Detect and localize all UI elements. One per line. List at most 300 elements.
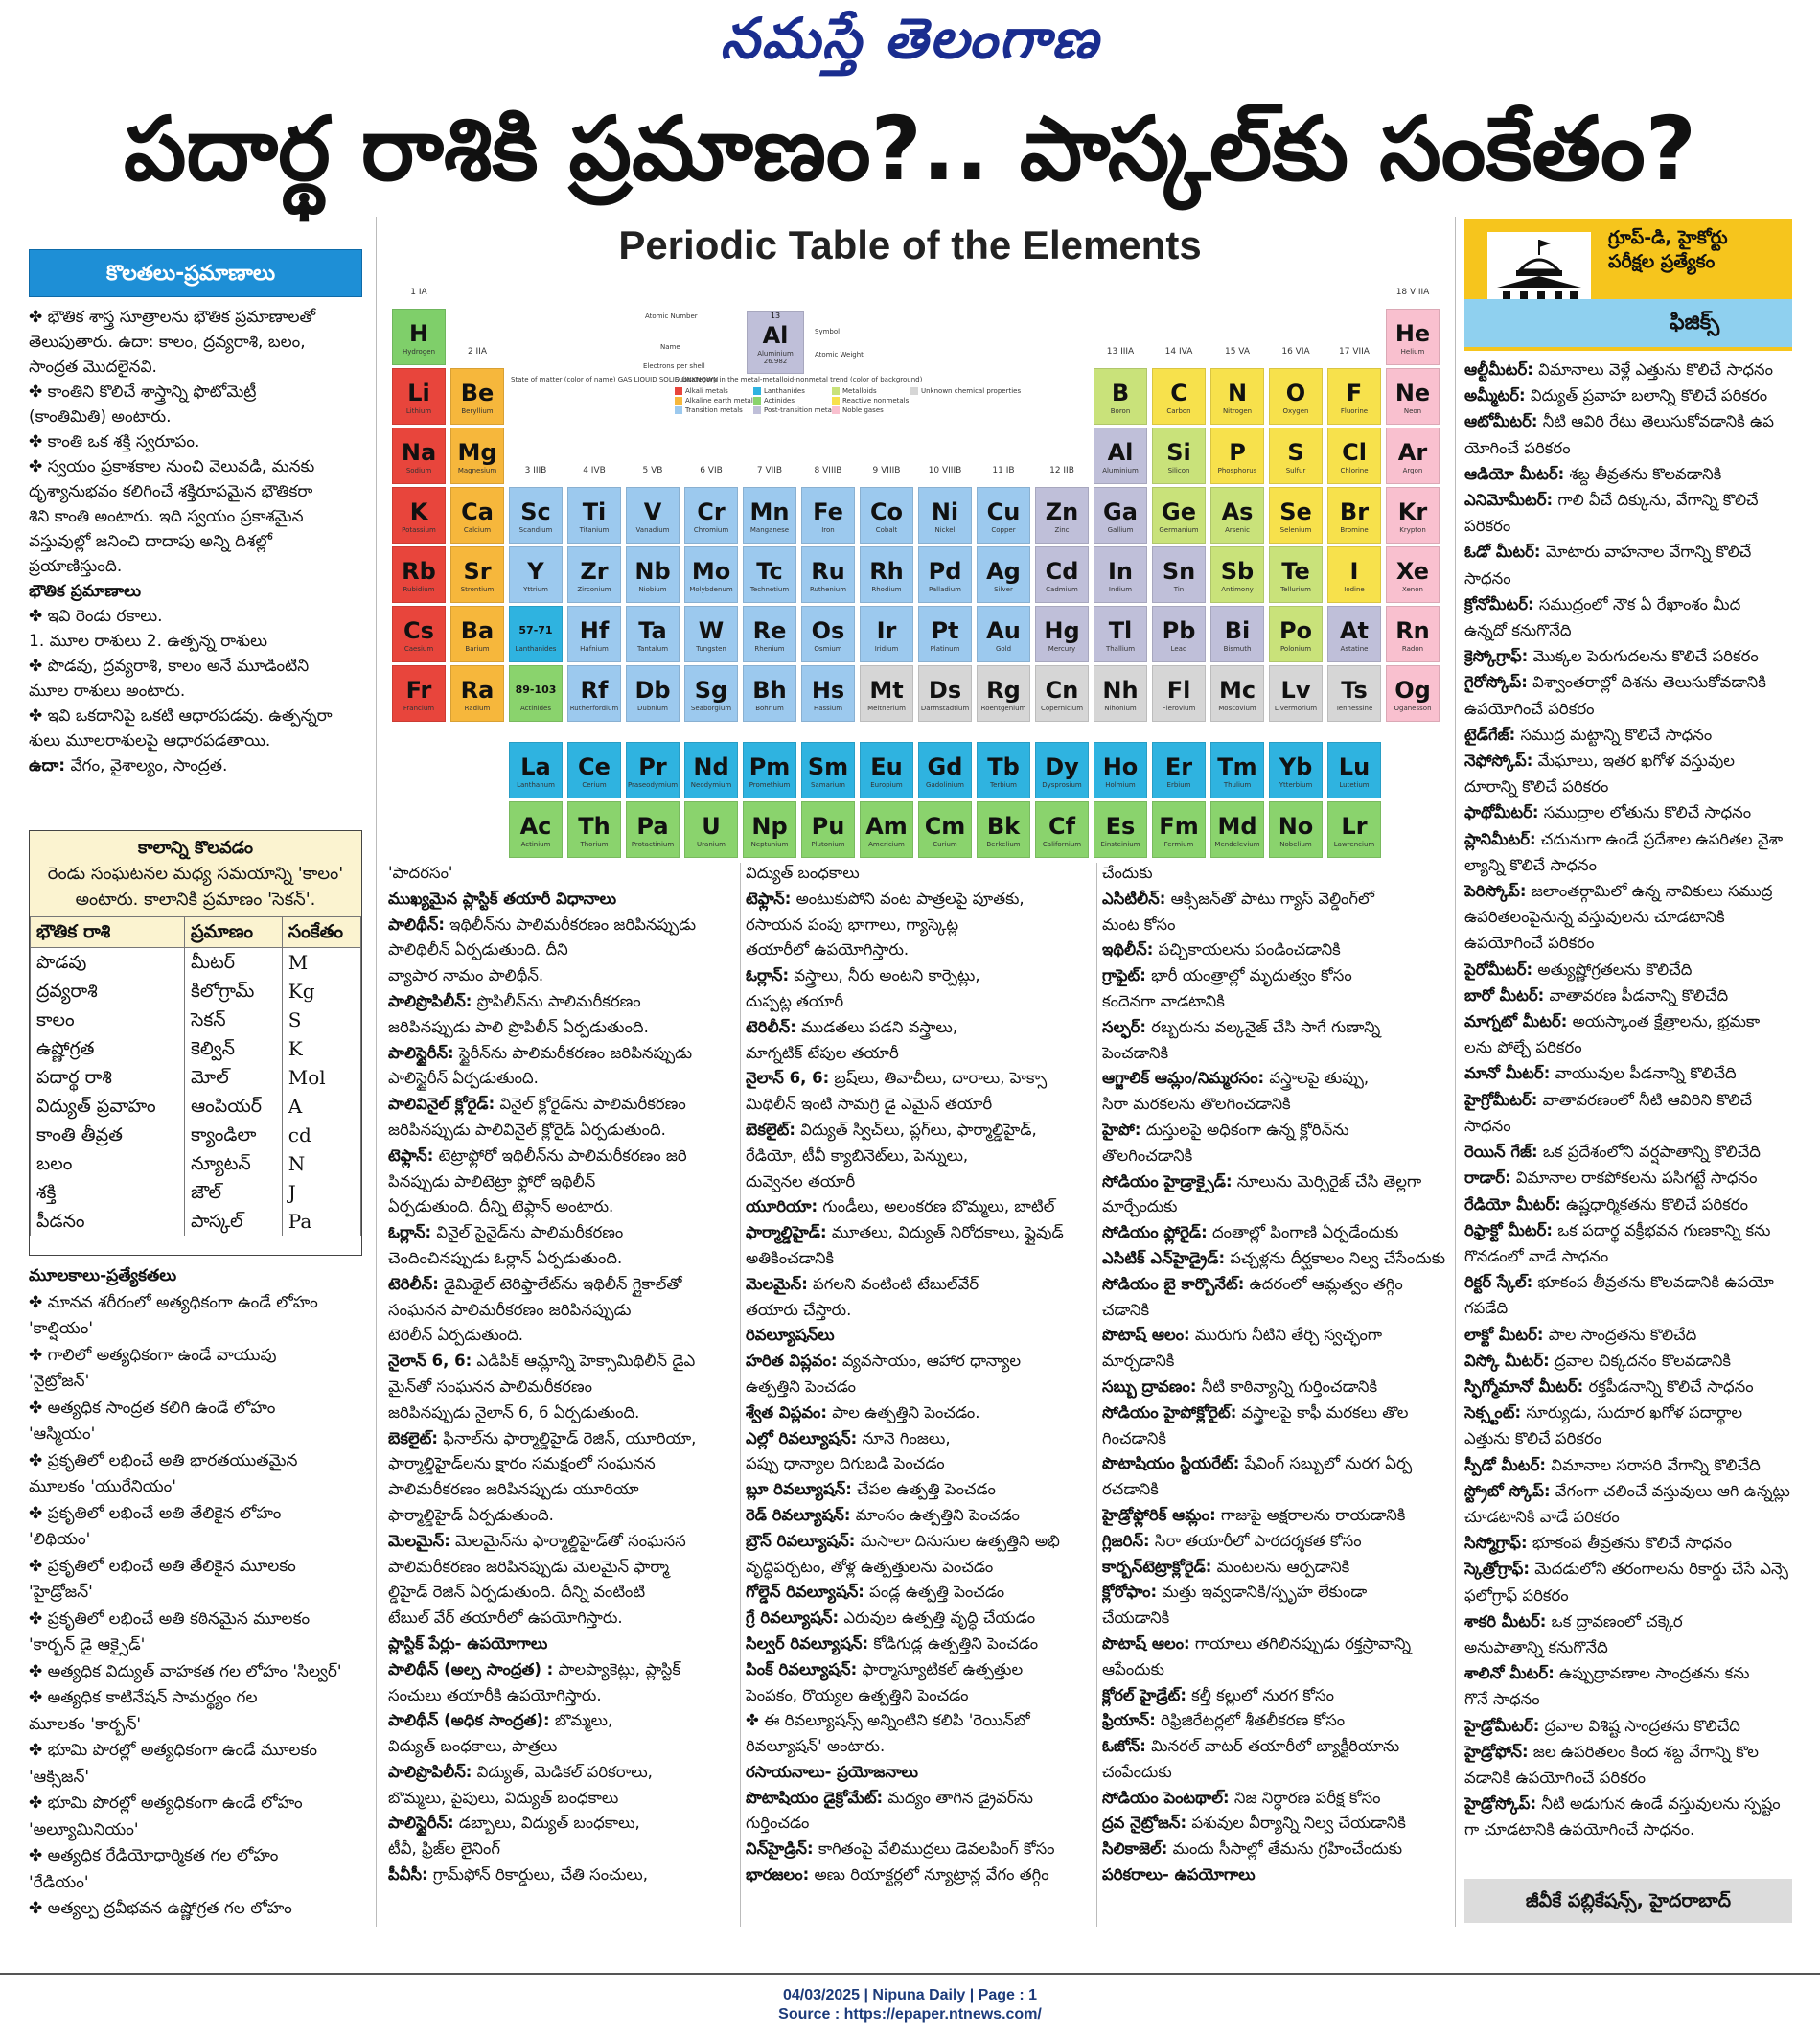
text-line: స్పీడో మీటర్: విమానాల సరాసరి వేగాన్ని కొలిచేది	[1464, 1455, 1761, 1474]
element-symbol: Ce	[578, 753, 611, 780]
element-name: Rutherfordium	[569, 705, 619, 712]
text-line: 'రేడియం'	[29, 1872, 89, 1892]
element-tb	[977, 742, 1030, 798]
element-ir	[860, 606, 913, 662]
element-cr	[684, 487, 738, 544]
text-line: టీవీ, ఫ్రిజ్‌ల లైనింగ్	[388, 1839, 500, 1859]
element-name: Plutonium	[811, 841, 845, 848]
element-name: Niobium	[638, 586, 667, 593]
legend-item: Alkaline earth metals	[675, 397, 756, 405]
text-line: 1. మూల రాశులు 2. ఉత్పన్న రాశులు	[29, 632, 268, 651]
box-line1: గ్రూప్-డి, హైకోర్టు	[1608, 227, 1728, 248]
element-ho	[1094, 742, 1147, 798]
text-line: జరిపినప్పుడు నైలాన్ 6, 6 ఏర్పడుతుంది.	[388, 1402, 640, 1422]
left-column-top	[29, 305, 364, 822]
legend-label: Name	[660, 343, 680, 351]
element-dy	[1035, 742, 1089, 798]
element-name: Europium	[870, 781, 903, 789]
element-name: Iridium	[874, 645, 899, 653]
text-line: హైడ్రోఫోన్: జల ఉపరితలం కింద శబ్ద వేగాన్ని కొల	[1464, 1742, 1759, 1761]
text-line: బారో మీటర్: వాతావరణ పీడనాన్ని కొలిచేది	[1464, 985, 1729, 1005]
text-line: ✤ స్వయం ప్రకాశకాల నుంచి వెలువడి, మనకు	[29, 457, 315, 476]
legend-item: Reactive nonmetals	[832, 397, 909, 405]
element-name: Thorium	[580, 841, 609, 848]
element-sg	[684, 665, 738, 722]
element-symbol: Nb	[634, 558, 671, 585]
text-line: ఫ్రియాన్: రిఫ్రిజిరేటర్లలో శీతలీకరణ కోసం	[1102, 1711, 1346, 1730]
element-symbol: B	[1111, 380, 1130, 406]
element-ti	[567, 487, 621, 544]
table-cell: ఉష్ణోగ్రత	[31, 1034, 185, 1063]
text-line: టేబుల్ వేర్ తయారీలో ఉపయోగిస్తారు.	[388, 1608, 623, 1628]
element-name: Zirconium	[577, 586, 611, 593]
element-symbol: Og	[1394, 677, 1431, 704]
element-name: Radium	[464, 705, 491, 712]
element-zr	[567, 546, 621, 603]
element-gd	[918, 742, 972, 798]
legend-item: Unknown chemical properties	[910, 387, 1021, 395]
footer-source-line: Source : https://epaper.ntnews.com/	[778, 2006, 1042, 2023]
legend-number: 13	[770, 312, 781, 320]
text-line: యూరియా: గుండీలు, అలంకరణ బొమ్మలు, బాటిల్	[746, 1197, 1055, 1216]
element-symbol: Cf	[1048, 813, 1076, 840]
element-symbol: In	[1107, 558, 1133, 585]
text-line: ✤ అత్యధిక రేడియోధార్మికత గల లోహం	[29, 1846, 279, 1865]
element-symbol: Sc	[520, 498, 551, 525]
text-line: అనుపాతాన్ని కనుగొనేది	[1464, 1637, 1608, 1656]
table-cell: కెల్విన్	[185, 1034, 283, 1063]
element-name: Argon	[1402, 467, 1423, 474]
text-line: భౌతిక ప్రమాణాలు	[29, 582, 142, 601]
text-line: ✤ కాంతిని కొలిచే శాస్త్రాన్ని ఫొటోమెట్రీ	[29, 382, 257, 402]
legend-states: State of matter (color of name) GAS LIQUID SOLID UNKNOWN	[511, 376, 719, 383]
element-name: Hassium	[813, 705, 843, 712]
text-line: ✤ అత్యధిక సాంద్రత కలిగి ఉండే లోహం	[29, 1398, 276, 1418]
element-be	[450, 368, 504, 425]
text-line: యోగించే పరికరం	[1464, 438, 1571, 457]
column-plastics	[388, 861, 738, 1927]
element-name: Calcium	[463, 526, 492, 534]
table-cell: Pa	[282, 1207, 360, 1236]
element-symbol: Ru	[811, 558, 845, 585]
element-name: Neodymium	[690, 781, 732, 789]
text-line: పాలిథీన్: ఇథిలీన్‌ను పాలిమరీకరణం జరిపినప్పుడు	[388, 914, 697, 934]
legend-item: Noble gases	[832, 406, 884, 414]
text-line: ప్రయాణిస్తుంది.	[29, 557, 123, 576]
text-line: కార్బన్‌టెట్రాక్లోరైడ్: మంటలను ఆర్పడానికి	[1102, 1557, 1350, 1576]
element-symbol: Eu	[870, 753, 903, 780]
text-line: గైరోస్కోప్: విశ్వాంతరాల్లో దిశను తెలుసుకోవడానికి	[1464, 673, 1766, 692]
element-er	[1152, 742, 1206, 798]
text-line: ఎసిటిలీన్: ఆక్సిజన్‌తో పాటు గ్యాస్ వెల్డింగ్‌లో	[1102, 889, 1375, 908]
element-symbol: Pa	[636, 813, 669, 840]
element-sn	[1152, 546, 1206, 603]
text-line: రెయిన్ గేజ్: ఒక ప్రదేశంలోని వర్షపాతాన్ని కొలిచేది	[1464, 1143, 1761, 1162]
table-header: సంకేతం	[282, 917, 360, 948]
legend-label: Atomic Weight	[815, 351, 864, 359]
text-line: టెరిలీన్: ముడతలు పడని వస్త్రాలు,	[746, 1017, 958, 1036]
element-symbol: Po	[1279, 617, 1313, 644]
element-symbol: Nh	[1102, 677, 1139, 704]
text-line: పాలిస్టైరీన్: స్టైరీన్‌ను పాలిమరీకరణం జరిపినప్పుడు	[388, 1043, 693, 1062]
element-symbol: Hf	[579, 617, 610, 644]
text-line: సబ్బు ద్రావణం: నీటి కాఠిన్యాన్ని గుర్తించడానికి	[1102, 1377, 1378, 1396]
element-name: Meitnerium	[867, 705, 906, 712]
element-name: Indium	[1108, 586, 1133, 593]
element-symbol: Zr	[580, 558, 609, 585]
text-line: విద్యుత్ బంధకాలు, పాత్రలు	[388, 1737, 558, 1756]
text-line: విస్కో మీటర్: ద్రవాల చిక్కదనం కొలవడానికి	[1464, 1351, 1732, 1370]
text-line: గ్లిజరిన్: సిరా తయారీలో పారదర్శకత కోసం	[1102, 1531, 1362, 1550]
text-line: ✤ ప్రకృతిలో లభించే అతి తేలికైన మూలకం	[29, 1556, 296, 1576]
element-name: Flerovium	[1162, 705, 1196, 712]
element-symbol: Co	[869, 498, 904, 525]
left-column-bottom	[29, 1263, 364, 1925]
element-sm	[801, 742, 855, 798]
text-line: మూలకం 'కార్బన్'	[29, 1714, 142, 1734]
element-symbol: Rf	[580, 677, 609, 704]
element-name: Carbon	[1166, 407, 1191, 415]
text-line: సిస్మోగ్రాఫ్: భూకంప తీవ్రతను కొలిచే సాధనం	[1464, 1534, 1732, 1553]
legend-item: Actinides	[753, 397, 795, 405]
text-line: సిల్వర్ రివల్యూషన్: కోడిగుడ్ల ఉత్పత్తిని పెంచడం	[746, 1633, 1039, 1653]
element-name: Darmstadtium	[920, 705, 970, 712]
text-line: 'ఆస్మియం'	[29, 1424, 96, 1444]
element-fm	[1152, 801, 1206, 858]
table-cell: Kg	[282, 977, 360, 1006]
group-label: 2 IIA	[467, 347, 488, 357]
table-row	[31, 1034, 361, 1063]
text-line: ఉదా: వేగం, వైశాల్యం, సాంద్రత.	[29, 756, 228, 775]
text-line: మంట కోసం	[1102, 914, 1176, 934]
element-name: Phosphorus	[1217, 467, 1257, 474]
text-line: పాలిప్రొపిలీన్: విద్యుత్, మెడికల్ పరికరాలు,	[388, 1762, 653, 1781]
text-line: ఎల్లో రివల్యూషన్: నూనె గింజలు,	[746, 1428, 951, 1447]
group-label: 15 VA	[1224, 347, 1251, 357]
text-line: సోడియం పెంటథాల్: నిజ నిర్ధారణ పరీక్ష కోసం	[1102, 1788, 1381, 1807]
element-symbol: Y	[527, 558, 544, 585]
element-symbol: Pd	[928, 558, 962, 585]
element-symbol: He	[1394, 320, 1431, 347]
element-rn	[1386, 606, 1440, 662]
element-name: Lithium	[405, 407, 432, 415]
element-symbol: H	[408, 320, 429, 347]
element-symbol: Sb	[1220, 558, 1255, 585]
element-symbol: Mc	[1218, 677, 1256, 704]
text-line: మార్చేందుకు	[1102, 1197, 1178, 1216]
element-name: Arsenic	[1225, 526, 1250, 534]
group-label: 14 IVA	[1164, 347, 1193, 357]
element-k	[392, 487, 446, 544]
text-line: పాలిమరీకరణం జరిపినప్పుడు యూరియా	[388, 1480, 639, 1499]
element-symbol: Md	[1217, 813, 1257, 840]
table-cell: J	[282, 1178, 360, 1207]
element-symbol: Yb	[1279, 753, 1313, 780]
time-box-title: కాలాన్ని కొలవడం	[138, 838, 253, 858]
element-cm	[918, 801, 972, 858]
element-au	[977, 606, 1030, 662]
group-label: 13 IIIA	[1106, 347, 1135, 357]
element-np	[743, 801, 796, 858]
text-line: శులు మూలరాశులపై ఆధారపడతాయి.	[29, 731, 271, 751]
text-line: హైడ్రోమీటర్: ద్రవాల విశిష్ట సాంద్రతను కొలిచేది	[1464, 1716, 1740, 1735]
element-name: Rhenium	[754, 645, 785, 653]
text-line: ఫార్మాల్డిహైడ్‌లను క్షారం సమక్షంలో సంఘనన	[388, 1454, 656, 1473]
group-label: 5 VB	[642, 466, 663, 475]
element-symbol: Ba	[460, 617, 495, 644]
element-name: Actinides	[520, 705, 551, 712]
element-symbol: Ge	[1162, 498, 1196, 525]
table-row	[31, 1207, 361, 1236]
element-name: Chlorine	[1340, 467, 1369, 474]
element-name: Platinum	[930, 645, 960, 653]
text-line: పరికరాలు- ఉపయోగాలు	[1102, 1865, 1256, 1885]
text-line: ఫాథోమీటర్: సముద్రాల లోతును కొలిచే సాధనం	[1464, 803, 1752, 822]
text-line: సోడియం బై కార్బొనేట్: ఉదరంలో ఆమ్లత్వం తగ్గిం	[1102, 1274, 1403, 1293]
element-symbol: Mn	[749, 498, 790, 525]
text-line: మాగ్నటో మీటర్: అయస్కాంత క్షేత్రాలను, భ్రమకా	[1464, 1012, 1761, 1031]
text-line: క్రెస్కోగ్రాఫ్: మొక్కల పెరుగుదలను కొలిచే పరికరం	[1464, 647, 1759, 666]
text-line: క్లోరల్ హైడ్రేట్: కల్తీ కల్లులో నురగ కోసం	[1102, 1685, 1334, 1704]
element-symbol: Tc	[756, 558, 783, 585]
element-name: Praseodymium	[627, 781, 679, 789]
element-name: Roentgenium	[980, 705, 1026, 712]
text-line: ఓడో మీటర్: మోటారు వాహనాల వేగాన్ని కొలిచే	[1464, 543, 1752, 562]
text-line: ✤ ఇవి ఒకదానిపై ఒకటి ఆధారపడవు. ఉత్పన్నరా	[29, 706, 333, 726]
text-line: ఆగ్జాలిక్ ఆమ్లం/నిమ్మరసం: వస్త్రాలపై తుప్పు,	[1102, 1069, 1370, 1088]
element-name: Sulfur	[1285, 467, 1306, 474]
text-line: మార్చడానికి	[1102, 1352, 1175, 1371]
legend-label: Atomic Number	[645, 312, 698, 320]
element-am	[860, 801, 913, 858]
text-line: విద్యుత్ బంధకాలు	[746, 864, 860, 882]
text-line: గుర్తించడం	[746, 1814, 810, 1833]
text-line: తెలుపుతారు. ఉదా: కాలం, ద్రవ్యరాశి, బలం,	[29, 333, 306, 352]
element-name: Nitrogen	[1222, 407, 1253, 415]
element-name: Vanadium	[635, 526, 670, 534]
element-symbol: Rn	[1395, 617, 1430, 644]
text-line: దూరాన్ని కొలిచే పరికరం	[1464, 777, 1609, 797]
element-symbol: Ds	[928, 677, 962, 704]
text-line: 'కార్బన్ డై ఆక్సైడ్'	[29, 1635, 146, 1654]
element-name: Chromium	[693, 526, 729, 534]
text-line: పొటాషియం స్టియరేట్: షేవింగ్ సబ్బులో నురగ ఏర్ప	[1102, 1454, 1413, 1473]
element-name: Beryllium	[461, 407, 494, 415]
element-name: Lawrencium	[1333, 841, 1375, 848]
element-y	[509, 546, 563, 603]
element-symbol: Bk	[986, 813, 1021, 840]
element-db	[626, 665, 680, 722]
element-cl	[1327, 428, 1381, 484]
element-name: Mercury	[1048, 645, 1076, 653]
element-symbol: Pt	[931, 617, 959, 644]
element-f	[1327, 368, 1381, 425]
element-symbol: Ga	[1103, 498, 1138, 525]
element-symbol: Pb	[1162, 617, 1196, 644]
element-symbol: P	[1229, 439, 1246, 466]
element-name: Protactinium	[631, 841, 675, 848]
text-line: పాలిథిలీన్ ఏర్పడుతుంది. దీని	[388, 940, 568, 960]
text-line: చెందించినప్పుడు ఓర్లాన్ ఏర్పడుతుంది.	[388, 1248, 623, 1267]
element-name: Bismuth	[1223, 645, 1252, 653]
element-name: Samarium	[811, 781, 845, 789]
element-name: Caesium	[403, 645, 434, 653]
element-b	[1094, 368, 1147, 425]
element-name: Thulium	[1223, 781, 1252, 789]
text-line: పొటాషియం డైక్రోమేట్: మద్యం తాగిన డ్రైవర్‌ను	[746, 1788, 1033, 1807]
table-cell: ఆంపియర్	[185, 1092, 283, 1121]
text-line: 'ఆక్సిజన్'	[29, 1767, 90, 1787]
element-v	[626, 487, 680, 544]
text-line: సంచులు తయారీకి ఉపయోగిస్తారు.	[388, 1685, 602, 1704]
element-name: Nihonium	[1104, 705, 1137, 712]
table-cell: మోల్	[185, 1063, 283, 1092]
text-line: 'పాదరసం'	[388, 864, 453, 882]
element-symbol: Pr	[638, 753, 667, 780]
element-name: Magnesium	[457, 467, 497, 474]
text-line: టైడ్‌గేజ్: సముద్ర మట్టాన్ని కొలిచే సాధనం	[1464, 725, 1713, 744]
table-row	[31, 1092, 361, 1121]
element-name: Curium	[933, 841, 957, 848]
text-line: రివల్యూషన్‌లు	[746, 1326, 835, 1345]
element-ge	[1152, 487, 1206, 544]
text-line: ✤ ప్రకృతిలో లభించే అతి తేలికైన లోహం	[29, 1503, 282, 1523]
element-name: Oganesson	[1394, 705, 1432, 712]
legend-name: Aluminium	[757, 350, 794, 358]
element-name: Nickel	[934, 526, 956, 534]
text-line: ఏర్పడుతుంది. దీన్ని టెఫ్లాన్ అంటారు.	[388, 1197, 614, 1216]
element-symbol: U	[702, 813, 721, 840]
element-name: Osmium	[814, 645, 842, 653]
text-line: పాలిథీన్ (అల్ప సాంద్రత) : పాలప్యాకెట్లు, ప్లాస్టిక్	[388, 1659, 680, 1678]
element-symbol: Ti	[582, 498, 607, 525]
element-symbol: Ho	[1102, 753, 1139, 780]
element-name: Fluorine	[1340, 407, 1369, 415]
element-symbol: Ni	[931, 498, 959, 525]
text-line: ✤ భౌతిక శాస్త్ర సూత్రాలను భౌతిక ప్రమాణాలతో	[29, 308, 316, 327]
element-cu	[977, 487, 1030, 544]
table-cell: పీడనం	[31, 1207, 185, 1236]
text-line: హైడ్రోస్కోప్: నీటి అడుగున ఉండే వస్తువులను స్పష్టం	[1464, 1794, 1781, 1814]
table-cell: A	[282, 1092, 360, 1121]
publisher-credit: జీవీకే పబ్లికేషన్స్, హైదరాబాద్	[1464, 1879, 1792, 1923]
element-symbol: I	[1349, 558, 1359, 585]
element-name: Manganese	[749, 526, 790, 534]
element-name: Silicon	[1167, 467, 1190, 474]
element-li	[392, 368, 446, 425]
text-line: టెఫ్లాన్: అంటుకుపోని వంట పాత్రలపై పూతకు,	[746, 889, 1025, 908]
element-89-103	[509, 665, 563, 722]
text-line: నైలాన్ 6, 6: ఎడిపిక్ ఆమ్లాన్ని హెక్సామిథిలీన్ డైఎ	[388, 1352, 696, 1371]
text-line: చంపేందుకు	[1102, 1762, 1172, 1781]
text-line: వస్తువుల్లో జనించి దాదాపు అన్ని దిశల్లో	[29, 532, 272, 551]
element-symbol: Nd	[693, 753, 729, 780]
element-symbol: Bh	[752, 677, 787, 704]
text-line: ఫలోగ్రాఫ్ పరికరం	[1464, 1585, 1569, 1605]
element-symbol: Sg	[694, 677, 728, 704]
table-cell: జౌల్	[185, 1178, 283, 1207]
group-label: 12 IIB	[1049, 466, 1074, 475]
legend-sample-cell	[747, 311, 804, 374]
page-headline: పదార్థ రాశికి ప్రమాణం?.. పాస్కల్‌కు సంకేతం?	[124, 98, 1696, 200]
element-name: Titanium	[579, 526, 610, 534]
element-symbol: Rh	[869, 558, 904, 585]
text-line: ✤ అత్యధిక విద్యుత్ వాహకత గల లోహం 'సిల్వర్'	[29, 1661, 342, 1681]
table-cell: N	[282, 1149, 360, 1178]
element-bi	[1210, 606, 1264, 662]
text-line: జరిపినప్పుడు పాలి ప్రొపిలీన్ ఏర్పడుతుంది.	[388, 1017, 649, 1036]
element-symbol: Zn	[1045, 498, 1079, 525]
text-line: ఉత్పత్తిని పెంచడం	[746, 1377, 857, 1396]
text-line: భారజలం: అణు రియాక్టర్లలో న్యూట్రాన్ల వేగం తగ్గిం	[746, 1865, 1049, 1885]
text-line: ✤ భూమి పొరల్లో అత్యధికంగా ఉండే మూలకం	[29, 1741, 318, 1760]
table-cell: పదార్థ రాశి	[31, 1063, 185, 1092]
group-label: 11 IB	[992, 466, 1015, 475]
text-line: పాలిప్రొపిలీన్: ప్రొపిలీన్‌ను పాలిమరీకరణం	[388, 991, 641, 1010]
table-cell: Mol	[282, 1063, 360, 1092]
element-symbol: Ne	[1394, 380, 1431, 406]
element-symbol: Es	[1105, 813, 1136, 840]
element-rf	[567, 665, 621, 722]
text-line: ✤ ఈ రివల్యూషన్స్ అన్నింటిని కలిపి 'రెయిన్‌బో	[746, 1711, 1030, 1730]
text-line: మాగ్నటిక్ టేపుల తయారీ	[746, 1043, 899, 1062]
text-line: నైలాన్ 6, 6: బ్రష్‌లు, తివాచీలు, దారాలు, హెక్సా	[746, 1069, 1048, 1088]
element-name: Copper	[991, 526, 1016, 534]
text-line: సిరా మరకలను తొలగించడానికి	[1102, 1095, 1291, 1114]
text-line: అతికించడానికి	[746, 1248, 835, 1267]
text-line: హైగ్రోమీటర్: వాతావరణంలో నీటి ఆవిరిని కొలిచే	[1464, 1090, 1753, 1109]
table-row	[31, 1121, 361, 1149]
exam-special-box	[1464, 219, 1792, 351]
element-at	[1327, 606, 1381, 662]
text-line: పెంపకం, రొయ్యల ఉత్పత్తిని పెంచడం	[746, 1685, 969, 1704]
element-name: Rubidium	[403, 586, 435, 593]
table-row	[31, 1149, 361, 1178]
element-pt	[918, 606, 972, 662]
text-line: చేయడానికి	[1102, 1608, 1170, 1628]
text-line: రచడానికి	[1102, 1480, 1159, 1499]
element-ds	[918, 665, 972, 722]
text-line: ఫార్మాల్డిహైడ్: మూతలు, విద్యుత్ నిరోధకాలు, ప్లైవుడ్	[746, 1223, 1064, 1242]
text-line: 'అల్యూమినియం'	[29, 1819, 139, 1839]
text-line: ✤ భూమి పొరల్లో అత్యధికంగా ఉండే లోహం	[29, 1793, 303, 1813]
element-name: Einsteinium	[1100, 841, 1140, 848]
element-ru	[801, 546, 855, 603]
element-name: Tellurium	[1280, 586, 1311, 593]
element-name: Bohrium	[755, 705, 784, 712]
text-line: చడానికి	[1102, 1300, 1150, 1319]
table-header: భౌతిక రాశి	[31, 917, 185, 948]
element-mg	[450, 428, 504, 484]
text-line: మైన్‌తో సంఘనన పాలిమరీకరణం	[388, 1377, 592, 1396]
element-ne	[1386, 368, 1440, 425]
column-chemicals	[1102, 861, 1447, 1927]
element-symbol: Lu	[1338, 753, 1371, 780]
legend-item: Lanthanides	[753, 387, 805, 395]
element-name: Lanthanum	[517, 781, 555, 789]
element-name: Scandium	[518, 526, 553, 534]
text-line: పొటాష్ ఆలం: గాయాలు తగిలినప్పుడు రక్తస్రావాన్ని	[1102, 1633, 1412, 1653]
text-line: ముఖ్యమైన ప్లాస్టిక్ తయారీ విధానాలు	[388, 889, 617, 908]
element-yb	[1269, 742, 1323, 798]
element-name: Promethium	[749, 781, 791, 789]
element-name: Boron	[1110, 407, 1131, 415]
element-symbol: Gd	[927, 753, 963, 780]
element-symbol: Li	[407, 380, 430, 406]
element-symbol: Ac	[519, 813, 552, 840]
element-symbol: K	[409, 498, 428, 525]
text-line: ఇథిలీన్: పచ్చికాయలను పండించడానికి	[1102, 940, 1341, 960]
